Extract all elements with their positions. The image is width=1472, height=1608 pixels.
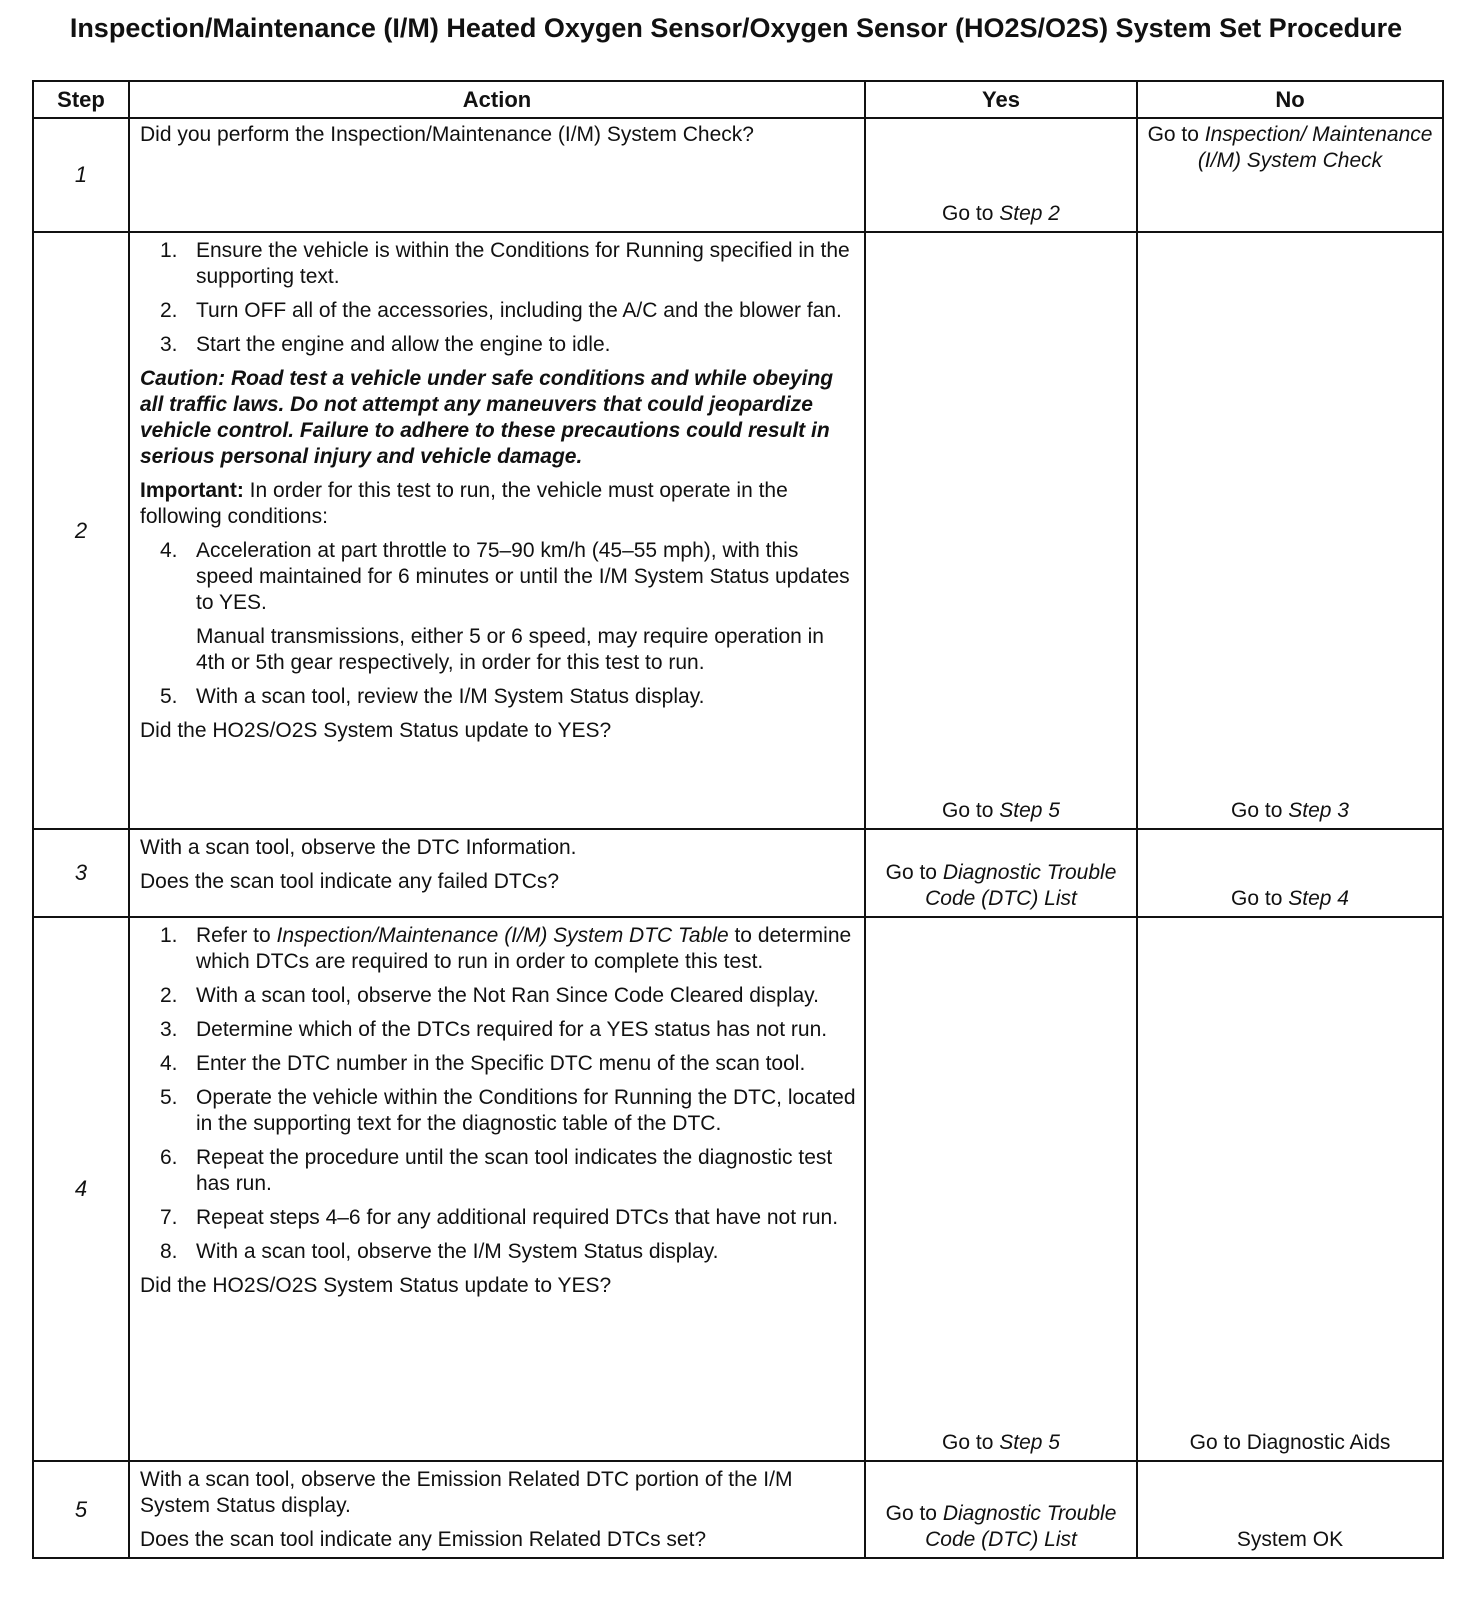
- step-number: 4: [33, 917, 129, 1461]
- no-link[interactable]: Inspection/ Maintenance (I/M) System Check: [1197, 123, 1433, 172]
- header-yes: Yes: [865, 81, 1137, 118]
- action-line: With a scan tool, observe the DTC Information.: [140, 836, 577, 859]
- list-number: 4.: [160, 1052, 178, 1075]
- action-cell: [129, 118, 865, 232]
- no-link[interactable]: Step 4: [1288, 887, 1349, 910]
- action-question: Does the scan tool indicate any Emission Related DTCs set?: [140, 1528, 707, 1551]
- yes-link[interactable]: Diagnostic Trouble Code (DTC) List: [925, 861, 1117, 910]
- list-item: [140, 1051, 856, 1077]
- action-question: Did you perform the Inspection/Maintenance (I/M) System Check?: [140, 123, 754, 146]
- list-item: [140, 1239, 856, 1265]
- no-result: System OK: [1236, 1528, 1344, 1551]
- header-row: [33, 81, 1443, 118]
- list-number: 3.: [160, 333, 178, 356]
- table-row: [33, 917, 1443, 1461]
- no-prefix: Go to: [1231, 887, 1283, 910]
- list-item: [140, 1205, 856, 1231]
- list-number: 5.: [160, 1086, 178, 1109]
- list-item: [140, 1085, 856, 1137]
- list-text: Repeat steps 4–6 for any additional required DTCs that have not run.: [196, 1206, 839, 1229]
- yes-cell: [865, 232, 1137, 829]
- list-number: 4.: [160, 539, 178, 562]
- list-text: With a scan tool, observe the I/M System Status display.: [196, 1240, 719, 1263]
- important-text: In order for this test to run, the vehicle must operate in the following conditions:: [140, 479, 788, 528]
- yes-prefix: Go to: [885, 861, 937, 884]
- important-note: [140, 478, 856, 530]
- no-cell: [1137, 118, 1443, 232]
- yes-prefix: Go to: [942, 799, 994, 822]
- list-text: Turn OFF all of the accessories, including the A/C and the blower fan.: [196, 299, 842, 322]
- list-text: Start the engine and allow the engine to idle.: [196, 333, 611, 356]
- yes-cell: [865, 1461, 1137, 1558]
- reference-link[interactable]: Inspection/Maintenance (I/M) System DTC Table: [276, 924, 729, 947]
- list-item: [140, 983, 856, 1009]
- step-number: 5: [33, 1461, 129, 1558]
- yes-link[interactable]: Step 2: [999, 202, 1060, 225]
- no-cell: [1137, 917, 1443, 1461]
- list-item: [140, 238, 856, 290]
- list-item: [140, 684, 856, 710]
- yes-link[interactable]: Step 5: [999, 1431, 1060, 1454]
- yes-link[interactable]: Step 5: [999, 799, 1060, 822]
- list-number: 7.: [160, 1206, 178, 1229]
- list-text: With a scan tool, observe the Not Ran Since Code Cleared display.: [196, 984, 819, 1007]
- yes-link[interactable]: Diagnostic Trouble Code (DTC) List: [925, 1502, 1117, 1551]
- sub-note: Manual transmissions, either 5 or 6 speed, may require operation in 4th or 5th gear respectively, in order for this test to run.: [196, 625, 824, 674]
- page-title: Inspection/Maintenance (I/M) Heated Oxygen Sensor/Oxygen Sensor (HO2S/O2S) System Set Procedure: [69, 13, 1403, 43]
- list-text: Refer to: [196, 924, 271, 947]
- action-question: Did the HO2S/O2S System Status update to YES?: [140, 1274, 612, 1297]
- yes-cell: [865, 917, 1137, 1461]
- list-number: 5.: [160, 685, 178, 708]
- action-cell: [129, 232, 865, 829]
- list-item: [140, 538, 856, 616]
- list-item: [140, 1145, 856, 1197]
- no-link[interactable]: Go to Diagnostic Aids: [1189, 1431, 1391, 1454]
- list-number: 3.: [160, 1018, 178, 1041]
- list-text: Operate the vehicle within the Conditions for Running the DTC, located in the supporting text for the diagnostic table of the DTC.: [196, 1086, 856, 1135]
- action-question: Did the HO2S/O2S System Status update to YES?: [140, 719, 612, 742]
- list-text: Ensure the vehicle is within the Conditions for Running specified in the supporting text.: [196, 239, 850, 288]
- action-question: Does the scan tool indicate any failed DTCs?: [140, 870, 560, 893]
- no-prefix: Go to: [1231, 799, 1283, 822]
- list-number: 2.: [160, 299, 178, 322]
- important-label: Important:: [140, 479, 244, 502]
- yes-cell: [865, 829, 1137, 917]
- header-action: Action: [129, 81, 865, 118]
- list-number: 6.: [160, 1146, 178, 1169]
- no-cell: [1137, 829, 1443, 917]
- action-cell: [129, 1461, 865, 1558]
- list-text: Enter the DTC number in the Specific DTC menu of the scan tool.: [196, 1052, 806, 1075]
- yes-prefix: Go to: [942, 202, 994, 225]
- list-item: [140, 332, 856, 358]
- no-prefix: Go to: [1147, 123, 1199, 146]
- list-text: With a scan tool, review the I/M System Status display.: [196, 685, 705, 708]
- table-row: [33, 118, 1443, 232]
- list-number: 2.: [160, 984, 178, 1007]
- yes-cell: [865, 118, 1137, 232]
- no-cell: [1137, 1461, 1443, 1558]
- list-item: [140, 298, 856, 324]
- list-text: Determine which of the DTCs required for a YES status has not run.: [196, 1018, 828, 1041]
- list-text: to determine which DTCs are required to run in order to complete this test.: [196, 924, 852, 973]
- yes-prefix: Go to: [942, 1431, 994, 1454]
- step-number: 1: [33, 118, 129, 232]
- list-item: [140, 1017, 856, 1043]
- header-step: Step: [33, 81, 129, 118]
- header-no: No: [1137, 81, 1443, 118]
- list-number: 8.: [160, 1240, 178, 1263]
- step-number: 3: [33, 829, 129, 917]
- yes-prefix: Go to: [885, 1502, 937, 1525]
- action-cell: [129, 829, 865, 917]
- action-cell: [129, 917, 865, 1461]
- table-row: [33, 232, 1443, 829]
- action-line: With a scan tool, observe the Emission Related DTC portion of the I/M System Status display.: [140, 1468, 793, 1517]
- caution-text: Caution: Road test a vehicle under safe conditions and while obeying all traffic laws. Do not attempt any maneuvers that could jeopardize vehicle control. Failure to adhere to these precautions could result in serious personal injury and vehicle damage.: [140, 367, 834, 468]
- procedure-table: [32, 80, 1444, 1559]
- list-number: 1.: [160, 239, 178, 262]
- no-cell: [1137, 232, 1443, 829]
- step-number: 2: [33, 232, 129, 829]
- table-row: [33, 829, 1443, 917]
- no-link[interactable]: Step 3: [1288, 799, 1349, 822]
- list-item: [140, 923, 856, 975]
- list-text: Repeat the procedure until the scan tool indicates the diagnostic test has run.: [196, 1146, 833, 1195]
- table-row: [33, 1461, 1443, 1558]
- list-text: Acceleration at part throttle to 75–90 km/h (45–55 mph), with this speed maintained for 6 minutes or until the I/M System Status updates to YES.: [196, 539, 850, 614]
- list-number: 1.: [160, 924, 178, 947]
